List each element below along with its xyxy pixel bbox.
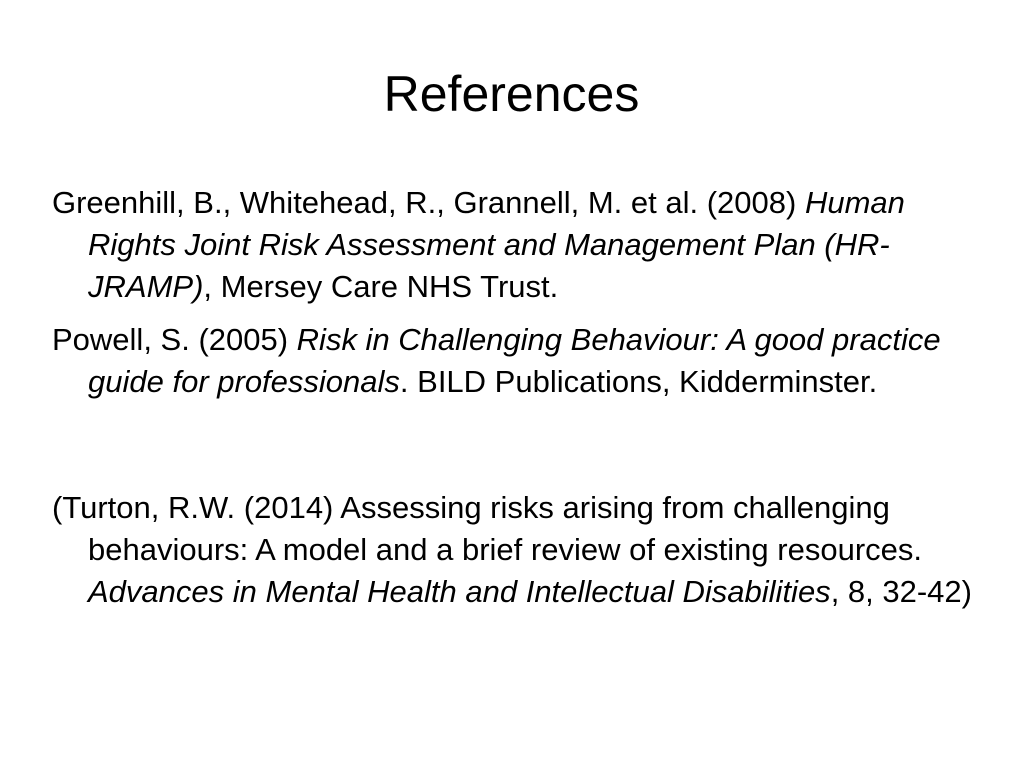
reference-title: Risk in Challenging Behaviour: A good practice guide for professionals bbox=[88, 322, 941, 399]
reference-journal: Advances in Mental Health and Intellectual Disabilities bbox=[88, 574, 831, 609]
slide-title: References bbox=[383, 66, 640, 122]
reference-publisher: . BILD Publications, Kidderminster. bbox=[399, 364, 878, 399]
reference-publisher: , Mersey Care NHS Trust. bbox=[203, 269, 559, 304]
reference-authors-year: (Turton, R.W. (2014) Assessing risks arising from challenging behaviours: A model and a brief review of existing resources. bbox=[52, 490, 923, 567]
reference-authors-year: Greenhill, B., Whitehead, R., Grannell, M. et al. (2008) bbox=[52, 185, 805, 220]
reference-item-greenhill bbox=[52, 182, 982, 308]
reference-title: Human Rights Joint Risk Assessment and Management Plan (HR-JRAMP) bbox=[88, 185, 905, 304]
reference-authors-year: Powell, S. (2005) bbox=[52, 322, 297, 357]
reference-list bbox=[52, 182, 982, 624]
reference-item-powell bbox=[52, 319, 982, 403]
reference-volume-pages: , 8, 32-42) bbox=[830, 574, 972, 609]
reference-item-turton bbox=[52, 487, 982, 613]
